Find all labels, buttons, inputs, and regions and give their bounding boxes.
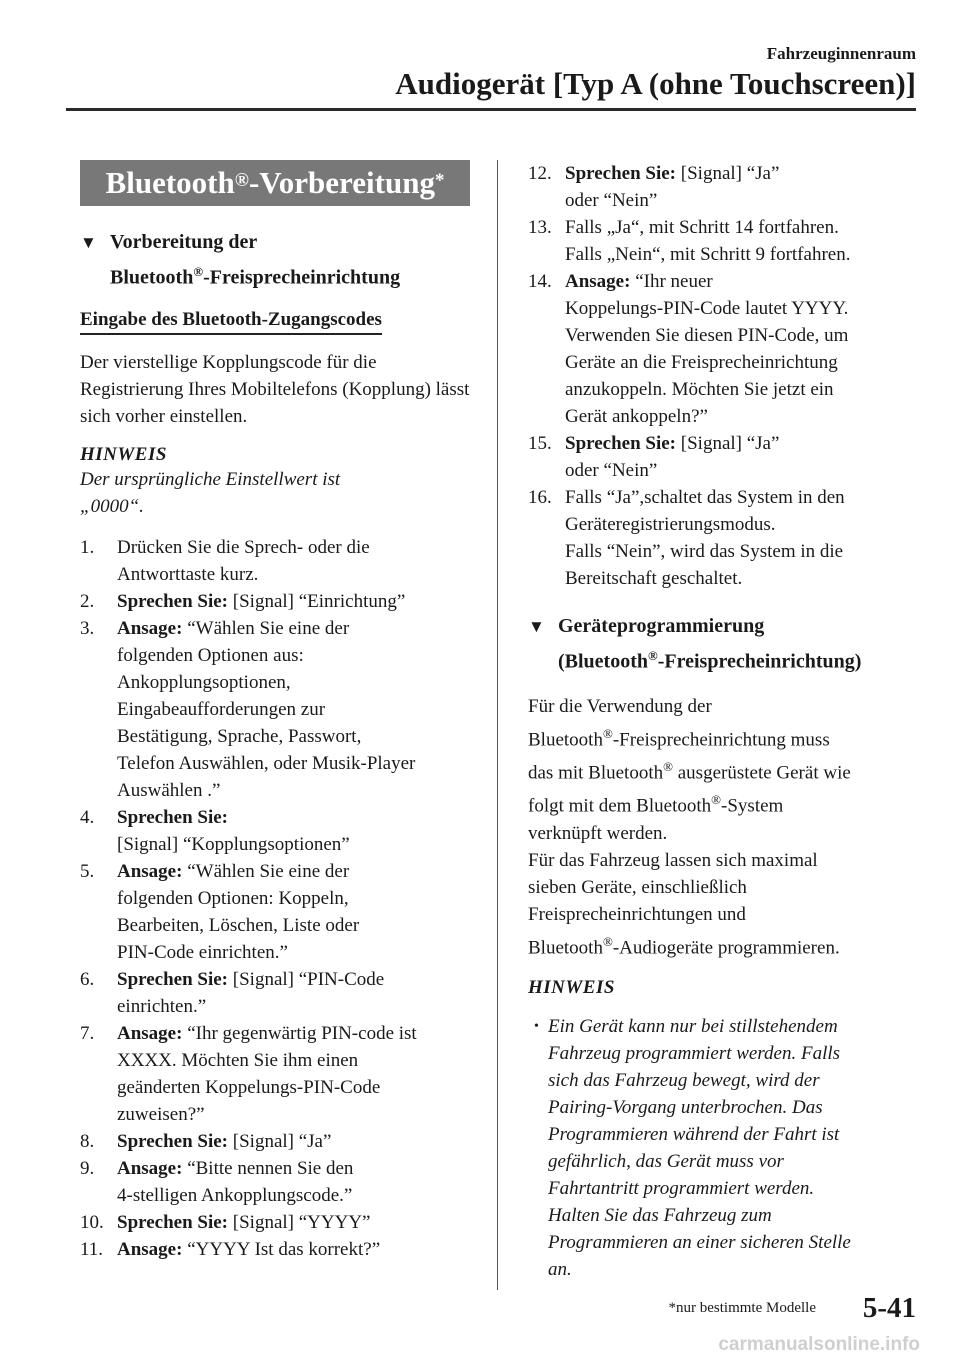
step-item [528,160,923,214]
step-line: Eingabeaufforderungen zur [117,698,326,720]
step-line: Sprechen Sie: [Signal] “Ja” [565,433,780,454]
right-column [528,160,923,1283]
banner-reg: ® [234,170,249,191]
step-line: Sprechen Sie: [Signal] “Ja” [565,163,780,184]
note-line: sich das Fahrzeug bewegt, wird der [548,1069,820,1091]
step-number: 4. [80,806,95,828]
step-line: Auswählen .” [117,779,221,801]
subheading-line: (Bluetooth®-Freisprecheinrichtung) [558,648,862,673]
step-number: 11. [80,1238,104,1260]
step-line: Ansage: “YYYY Ist das korrekt?” [117,1238,381,1260]
header-chapter: Fahrzeuginnenraum [766,44,916,63]
page-title: Audiogerät [Typ A (ohne Touchscreen)] [395,66,916,101]
step-line: 4-stelligen Ankopplungscode.” [117,1184,353,1206]
note-line: Pairing-Vorgang unterbrochen. Das [548,1096,823,1118]
step-line: Antworttaste kurz. [117,563,259,585]
step-keyword: Ansage: [117,1238,183,1260]
step-line: [Signal] “Kopplungsoptionen” [117,833,350,855]
step-line: Ansage: “Wählen Sie eine der [117,860,350,882]
step-keyword: Ansage: [117,860,183,882]
banner-text-rest: -Vorbereitung [248,165,435,200]
step-keyword: Sprechen Sie: [117,1130,229,1152]
step-line: Drücken Sie die Sprech- oder die [117,536,370,558]
step-item [528,214,923,268]
banner-text: Bluetooth [105,165,235,200]
step-keyword: Sprechen Sie: [117,806,229,828]
step-line: Falls “Nein”, wird das System in die [565,541,844,562]
step-line: Telefon Auswählen, oder Musik-Player [117,752,416,774]
step-line: Ankopplungsoptionen, [117,671,291,693]
steps-list [80,534,480,1263]
step-line: Sprechen Sie: [Signal] “Ja” [117,1130,332,1152]
step-line: Ansage: “Ihr gegenwärtig PIN-code ist [117,1022,417,1044]
step-item [528,268,923,430]
note-line: Halten Sie das Fahrzeug zum [548,1204,772,1226]
step-line: Falls „Nein“, mit Schritt 9 fortfahren. [565,244,851,265]
step-line [117,804,480,831]
note-label: HINWEIS [80,443,167,465]
note-label: HINWEIS [528,976,615,998]
step-line: Koppelungs-PIN-Code lautet YYYY. [565,298,849,319]
step-number: 15. [528,433,552,454]
note-line: gefährlich, das Gerät muss vor [548,1150,784,1172]
subheading-line: Geräteprogrammierung [558,615,765,637]
step-line: anzukoppeln. Möchten Sie jetzt ein [565,379,834,400]
step-keyword: Ansage: [565,271,631,292]
step-line: einrichten.” [117,995,207,1017]
intro-paragraph: Der vierstellige Kopplungscode für die Registrierung Ihres Mobiltelefons (Kopplung) lässt sich vorher einstellen. [80,351,470,427]
step-line: Bereitschaft geschaltet. [565,568,743,589]
triangle-down-icon: ▼ [80,233,97,252]
step-keyword: Sprechen Sie: [117,968,229,990]
note-line: an. [548,1258,572,1280]
step-item [80,966,480,1020]
step-line: XXXX. Möchten Sie ihm einen [117,1049,359,1071]
step-number: 2. [80,590,95,612]
step-line: Bestätigung, Sprache, Passwort, [117,725,362,747]
step-line: Ansage: “Ihr neuer [565,271,713,292]
step-item [528,430,923,484]
steps-list [528,160,923,592]
step-keyword: Sprechen Sie: [117,1211,229,1233]
step-number: 9. [80,1157,95,1179]
step-item [80,1155,480,1209]
page-number: 5-41 [862,1292,916,1324]
step-item [528,484,923,592]
header-rule [66,108,916,111]
note-line: Programmieren während der Fahrt ist [548,1123,840,1145]
subheading-line: Bluetooth®-Freisprecheinrichtung [110,264,401,289]
step-item [80,534,480,588]
subheading-line: Vorbereitung der [110,231,258,253]
triangle-down-icon: ▼ [528,617,545,636]
subheading-geraeteprogrammierung [528,612,923,677]
step-line: geänderten Koppelungs-PIN-Code [117,1076,381,1098]
note-text: Der ursprüngliche Einstellwert ist [80,468,341,490]
step-line: Gerät ankoppeln?” [565,406,708,427]
step-line: folgenden Optionen aus: [117,644,304,666]
step-number: 3. [80,617,95,639]
paragraph-pairing: Für die Verwendung der Bluetooth®-Freisprecheinrichtung muss das mit Bluetooth® ausgerüstete Gerät wie folgt mit dem Bluetooth®-System verknüpft werden. Für das Fahrzeug lassen sich maximal sieben Geräte, einschließlich Freisprecheinrichtungen und Bluetooth®-Audiogeräte programmieren. [528,695,851,958]
banner-star: * [434,170,445,191]
step-line: Ansage: “Wählen Sie eine der [117,617,350,639]
step-keyword: Sprechen Sie: [565,163,677,184]
step-keyword: Ansage: [117,617,183,639]
note-bullet [528,1013,923,1283]
left-column [80,160,480,1263]
column-divider [497,160,498,1290]
step-line: zuweisen?” [117,1103,205,1125]
step-line: Geräteregistrierungsmodus. [565,514,776,535]
note-text: „0000“. [80,495,144,517]
step-number: 6. [80,968,95,990]
step-item [80,1128,480,1155]
step-line: Ansage: “Bitte nennen Sie den [117,1157,354,1179]
subheading-vorbereitung [80,228,480,293]
step-number: 8. [80,1130,95,1152]
step-item [80,804,480,858]
step-item [80,588,480,615]
bullet-dot-icon: • [534,1018,539,1034]
step-line: oder “Nein” [565,460,658,481]
step-number: 12. [528,163,552,184]
step-line: folgenden Optionen: Koppeln, [117,887,349,909]
underlined-heading: Eingabe des Bluetooth-Zugangscodes [80,309,382,335]
step-number: 14. [528,271,552,292]
watermark: carmanualsonline.info [718,1334,920,1355]
step-item [80,1020,480,1128]
footnote: *nur bestimmte Modelle [668,1300,816,1316]
step-number: 16. [528,487,552,508]
step-number: 13. [528,217,552,238]
note-line: Programmieren an einer sicheren Stelle [548,1231,851,1253]
note-line: Fahrzeug programmiert werden. Falls [548,1042,841,1064]
step-number: 10. [80,1211,104,1233]
step-keyword: Sprechen Sie: [565,433,677,454]
step-item [80,1236,480,1263]
step-line: Falls „Ja“, mit Schritt 14 fortfahren. [565,217,839,238]
step-line: Falls “Ja”,schaltet das System in den [565,487,845,508]
step-line: Sprechen Sie: [Signal] “PIN-Code [117,968,385,990]
step-line: oder “Nein” [565,190,658,211]
step-number: 5. [80,860,95,882]
step-keyword: Sprechen Sie: [117,590,229,612]
step-line: PIN-Code einrichten.” [117,941,288,963]
step-item [80,1209,480,1236]
step-line: Sprechen Sie: [Signal] “Einrichtung” [117,590,406,612]
step-line: Sprechen Sie: [Signal] “YYYY” [117,1211,371,1233]
step-line: Bearbeiten, Löschen, Liste oder [117,914,360,936]
note-line: Fahrtantritt programmiert werden. [548,1177,815,1199]
step-number: 1. [80,536,95,558]
step-keyword: Ansage: [117,1157,183,1179]
step-line: Verwenden Sie diesen PIN-Code, um [565,325,849,346]
step-item [80,615,480,804]
note-line: Ein Gerät kann nur bei stillstehendem [548,1015,838,1037]
step-item [80,858,480,966]
step-line: Geräte an die Freisprecheinrichtung [565,352,838,373]
step-number: 7. [80,1022,95,1044]
section-banner [80,160,470,206]
step-keyword: Ansage: [117,1022,183,1044]
